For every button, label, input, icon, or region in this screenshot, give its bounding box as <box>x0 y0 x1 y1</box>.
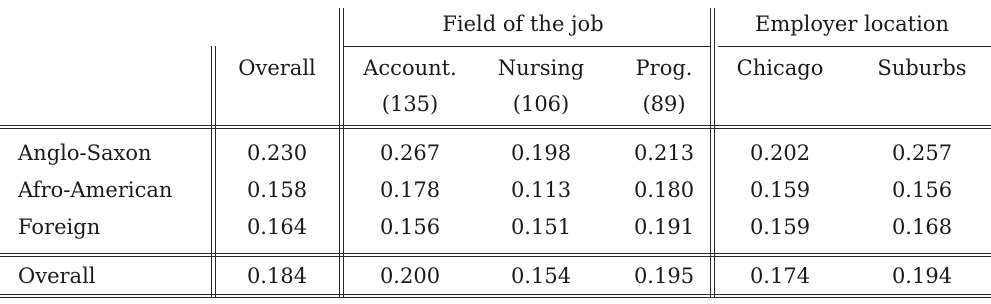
cell-value: 0.156 <box>891 178 953 202</box>
rule-col-overall-b <box>343 8 344 298</box>
cell-value: 0.151 <box>510 215 572 239</box>
total-value: 0.174 <box>749 264 811 288</box>
total-value: 0.184 <box>246 264 308 288</box>
cell-value: 0.180 <box>633 178 695 202</box>
cell-value: 0.158 <box>246 178 308 202</box>
header-account: Account. <box>363 56 457 80</box>
rule-total-top-2 <box>0 256 991 257</box>
total-value: 0.195 <box>633 264 695 288</box>
header-prog: Prog. <box>635 56 693 80</box>
header-suburbs: Suburbs <box>877 56 967 80</box>
header-group-location: Employer location <box>754 12 950 36</box>
cell-value: 0.113 <box>510 178 572 202</box>
total-row-label: Overall <box>18 264 96 288</box>
cell-value: 0.202 <box>749 141 811 165</box>
cell-value: 0.257 <box>891 141 953 165</box>
cell-value: 0.178 <box>379 178 441 202</box>
header-account-n: (135) <box>381 92 439 116</box>
rule-header-bottom-2 <box>0 128 991 129</box>
header-group-field: Field of the job <box>442 12 604 36</box>
cell-value: 0.191 <box>633 215 695 239</box>
header-nursing-n: (106) <box>512 92 570 116</box>
cell-value: 0.159 <box>749 178 811 202</box>
rule-total-top-1 <box>0 253 991 254</box>
cell-value: 0.159 <box>749 215 811 239</box>
cell-value: 0.213 <box>633 141 695 165</box>
header-nursing: Nursing <box>497 56 585 80</box>
header-overall: Overall <box>238 56 316 80</box>
cell-value: 0.156 <box>379 215 441 239</box>
row-label: Foreign <box>18 215 101 239</box>
rule-col-field-b <box>714 8 715 298</box>
header-prog-n: (89) <box>642 92 686 116</box>
row-label: Anglo-Saxon <box>18 141 152 165</box>
rule-col-overall-a <box>339 8 340 298</box>
header-chicago: Chicago <box>736 56 824 80</box>
rule-col-field-a <box>710 8 711 298</box>
cell-value: 0.198 <box>510 141 572 165</box>
total-value: 0.194 <box>891 264 953 288</box>
cell-value: 0.267 <box>379 141 441 165</box>
rule-header-bottom-1 <box>0 125 991 126</box>
cell-value: 0.164 <box>246 215 308 239</box>
total-value: 0.154 <box>510 264 572 288</box>
rule-bottom-1 <box>0 294 991 295</box>
total-value: 0.200 <box>379 264 441 288</box>
rule-col-label-a <box>211 46 212 298</box>
rule-top-location <box>718 46 991 47</box>
cell-value: 0.230 <box>246 141 308 165</box>
rule-bottom-2 <box>0 297 991 298</box>
rule-col-label-b <box>215 46 216 298</box>
cell-value: 0.168 <box>891 215 953 239</box>
row-label: Afro-American <box>18 178 173 202</box>
rule-top-field <box>343 46 710 47</box>
